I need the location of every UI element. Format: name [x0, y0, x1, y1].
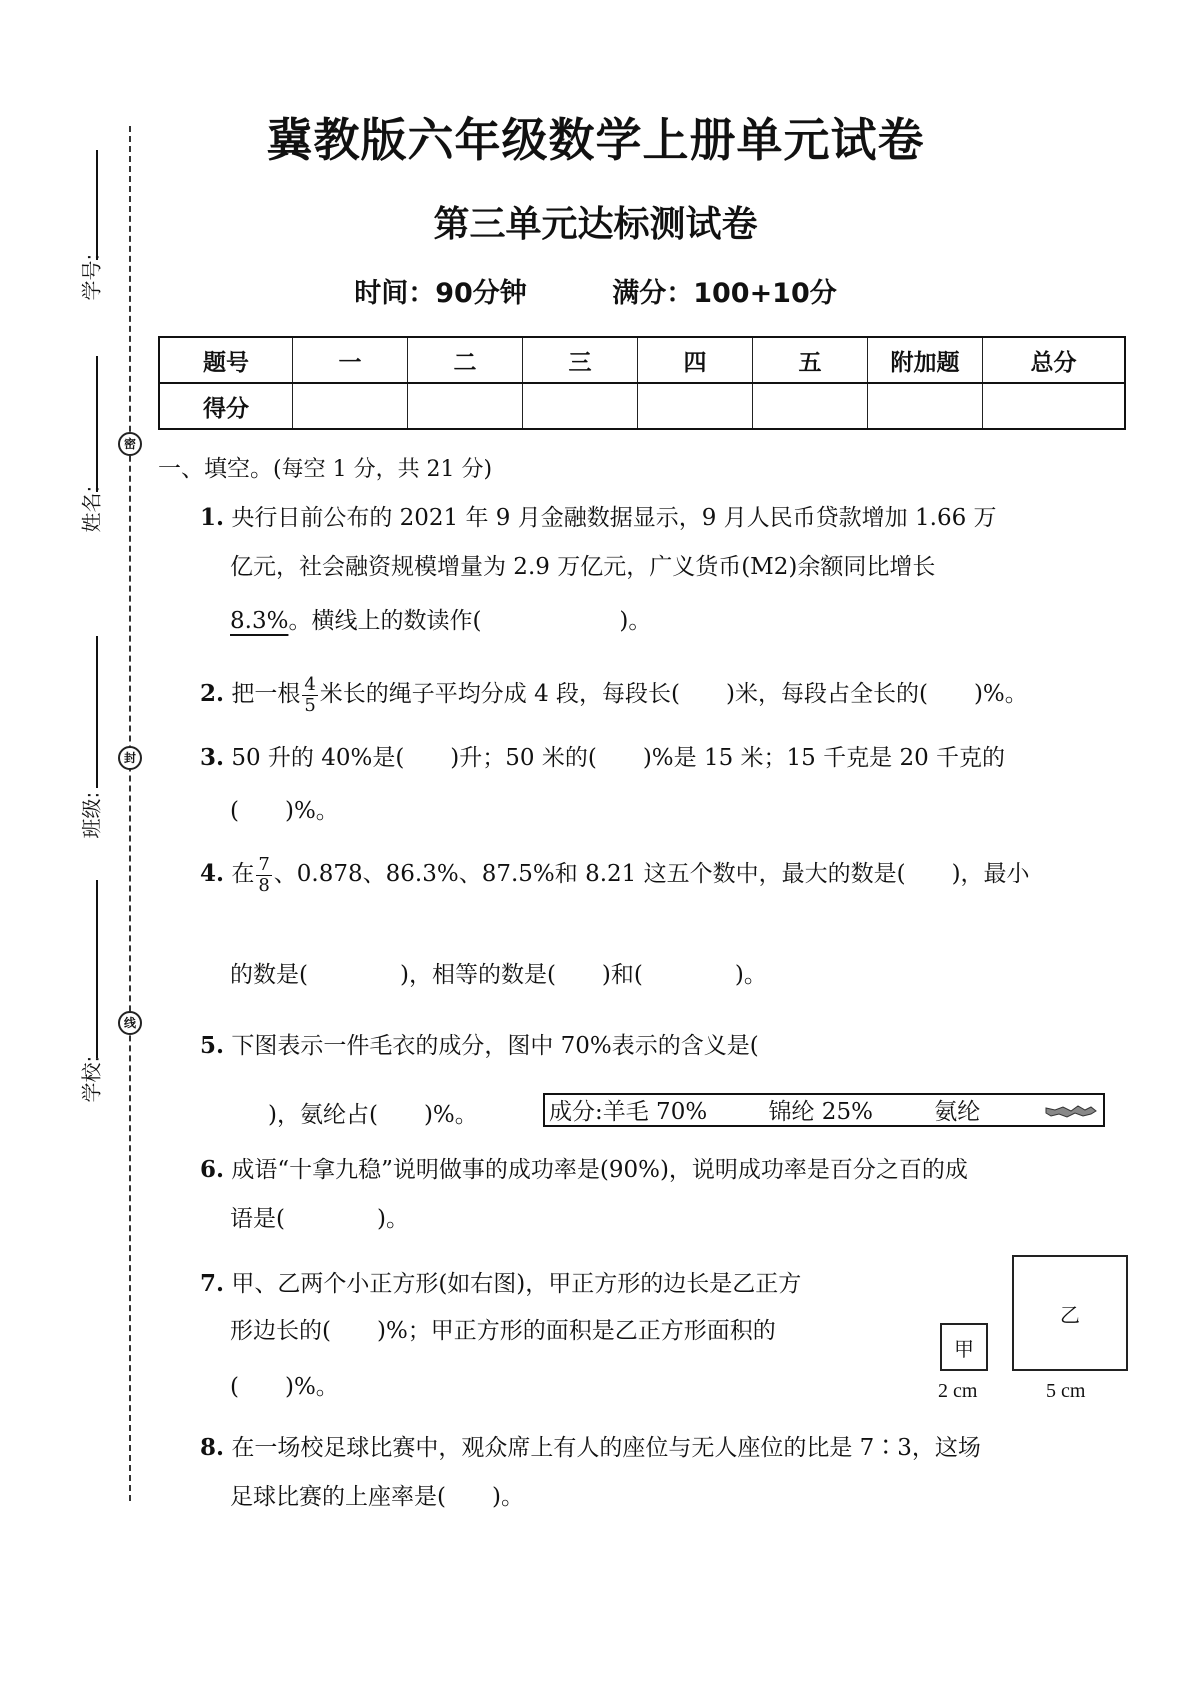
binding-dashed-line: [129, 126, 131, 1501]
question-number: 7.: [200, 1270, 225, 1297]
question-1-line-2: 亿元，社会融资规模增量为 2.9 万亿元，广义货币(M2)余额同比增长: [230, 554, 936, 580]
underlined-number: 8.3%: [230, 608, 289, 634]
school-blank-line: [96, 880, 98, 1058]
question-number: 2.: [200, 680, 225, 707]
name-label: 姓名:: [79, 485, 104, 533]
question-number: 4.: [200, 860, 225, 887]
row-label: 得分: [159, 383, 293, 429]
question-number: 5.: [200, 1032, 225, 1059]
question-text-post[interactable]: 米长的绳子平均分成 4 段，每段长( )米，每段占全长的( )%。: [319, 681, 1028, 707]
section-heading: [158, 450, 492, 483]
question-text: 成语“十拿九稳”说明做事的成功率是(90%)，说明成功率是百分之百的成: [231, 1157, 968, 1183]
header-cell: 五: [753, 337, 868, 383]
question-text-pre: 在: [231, 861, 255, 887]
question-text-post[interactable]: 、0.878、86.3%、87.5%和 8.21 这五个数中，最大的数是( )，最小: [273, 861, 1030, 887]
question-text: 央行日前公布的 2021 年 9 月金融数据显示，9 月人民币贷款增加 1.66 万: [231, 505, 997, 531]
question-8: [200, 1420, 981, 1476]
question-text[interactable]: 50 升的 40%是( )升；50 米的( )%是 15 米；15 千克是 20 千克的: [231, 745, 1006, 771]
square-yi-side-label: 5 cm: [1046, 1380, 1086, 1402]
question-4-line-2[interactable]: 的数是( )，相等的数是( )和( )。: [230, 962, 767, 988]
header-cell: 附加题: [868, 337, 983, 383]
score-cell[interactable]: [523, 383, 638, 429]
question-6: [200, 1142, 968, 1198]
header-cell: 一: [293, 337, 408, 383]
header-cell: 题号: [159, 337, 293, 383]
score-table-score-row: [159, 383, 1125, 429]
class-blank-line: [96, 636, 98, 788]
section-title: 一、填空。: [158, 456, 273, 482]
composition-nylon: 锦纶 25%: [768, 1099, 873, 1125]
question-text: 在一场校足球比赛中，观众席上有人的座位与无人座位的比是 7∶3，这场: [231, 1435, 981, 1461]
seal-xian-icon: 线: [118, 1011, 142, 1035]
header-cell: 三: [523, 337, 638, 383]
score-cell[interactable]: [293, 383, 408, 429]
school-label: 学校:: [79, 1055, 104, 1103]
question-7-line-3[interactable]: ( )%。: [230, 1374, 339, 1400]
question-1-line-3: [230, 602, 651, 635]
exam-full-score: 满分：100+10分: [612, 278, 837, 309]
question-text[interactable]: 下图表示一件毛衣的成分，图中 70%表示的含义是(: [231, 1033, 759, 1059]
question-text-pre: 把一根: [231, 681, 301, 707]
composition-spandex: 氨纶: [934, 1099, 981, 1125]
score-table: [158, 336, 1126, 430]
exam-title: 冀教版六年级数学上册单元试卷: [266, 113, 925, 167]
header-cell: 总分: [983, 337, 1126, 383]
seal-feng-icon: 封: [118, 746, 142, 770]
score-cell[interactable]: [408, 383, 523, 429]
seal-mi-icon: 密: [118, 432, 142, 456]
exam-meta: [0, 271, 1191, 310]
score-cell[interactable]: [638, 383, 753, 429]
class-label: 班级:: [79, 791, 104, 839]
question-number: 8.: [200, 1434, 225, 1461]
question-7-line-2[interactable]: 形边长的( )%；甲正方形的面积是乙正方形面积的: [230, 1318, 776, 1344]
question-4: [200, 846, 1030, 902]
square-jia: 甲: [940, 1323, 988, 1371]
score-cell[interactable]: [983, 383, 1126, 429]
question-2: [200, 666, 1028, 722]
square-yi: 乙: [1012, 1255, 1128, 1371]
fraction: $\frac{7}{8}$: [258, 853, 270, 896]
question-1: [200, 490, 997, 546]
question-5: [200, 1018, 759, 1074]
question-text: 甲、乙两个小正方形(如右图)，甲正方形的边长是乙正方: [231, 1271, 802, 1297]
header-cell: 四: [638, 337, 753, 383]
composition-wool: 成分:羊毛 70%: [549, 1099, 708, 1125]
score-cell[interactable]: [868, 383, 983, 429]
torn-fabric-icon: [1045, 1104, 1097, 1118]
question-6-line-2[interactable]: 语是( )。: [230, 1206, 409, 1232]
score-table-header-row: [159, 337, 1125, 383]
question-7: [200, 1256, 801, 1312]
answer-blank-text[interactable]: 。横线上的数读作( )。: [288, 608, 652, 634]
section-note: (每空 1 分，共 21 分): [273, 457, 493, 482]
question-number: 6.: [200, 1156, 225, 1183]
square-jia-side-label: 2 cm: [938, 1380, 978, 1402]
question-number: 1.: [200, 504, 225, 531]
header-cell: 二: [408, 337, 523, 383]
score-cell[interactable]: [753, 383, 868, 429]
question-number: 3.: [200, 744, 225, 771]
question-8-line-2[interactable]: 足球比赛的上座率是( )。: [230, 1484, 524, 1510]
fraction: $\frac{4}{5}$: [304, 673, 316, 716]
composition-label-box: [543, 1093, 1105, 1127]
student-id-label: 学号:: [79, 253, 104, 301]
question-3-line-2[interactable]: ( )%。: [230, 798, 339, 824]
name-blank-line: [96, 356, 98, 492]
exam-time: 时间：90分钟: [354, 278, 527, 309]
exam-subtitle: 第三单元达标测试卷: [433, 204, 758, 245]
question-5-line-2[interactable]: )，氨纶占( )%。: [268, 1102, 478, 1128]
question-3: [200, 730, 1005, 786]
